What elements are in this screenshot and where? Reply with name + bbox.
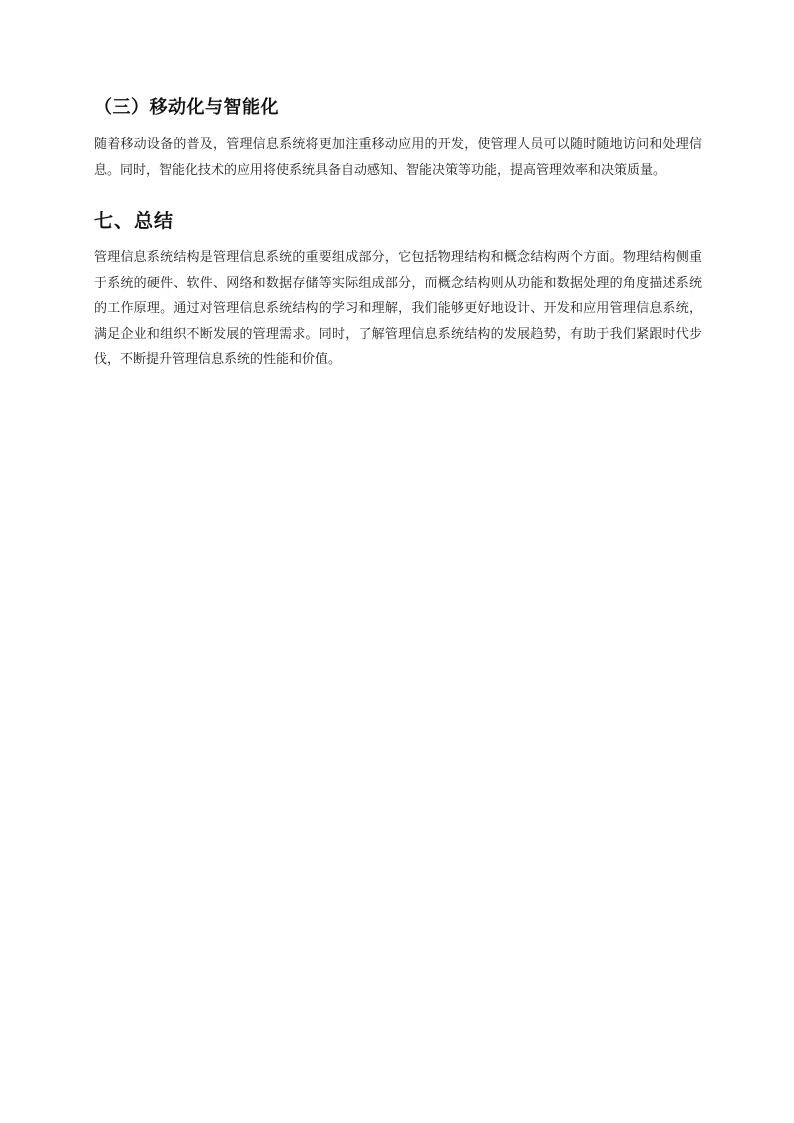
document-content bbox=[94, 90, 702, 373]
subsection-heading: （三）移动化与智能化 bbox=[94, 97, 279, 118]
section-heading: 七、总结 bbox=[94, 210, 175, 232]
subsection-paragraph: 随着移动设备的普及，管理信息系统将更加注重移动应用的开发，使管理人员可以随时随地访问和处理信息。同时，智能化技术的应用将使系统具备自动感知、智能决策等功能，提高管理效率和决策质量。 bbox=[94, 137, 702, 178]
summary-paragraph: 管理信息系统结构是管理信息系统的重要组成部分，它包括物理结构和概念结构两个方面。物理结构侧重于系统的硬件、软件、网络和数据存储等实际组成部分，而概念结构则从功能和数据处理的角度描述系统的工作原理。通过对管理信息系统结构的学习和理解，我们能够更好地设计、开发和应用管理信息系统，满足企业和组织不断发展的管理需求。同时，了解管理信息系统结构的发展趋势，有助于我们紧跟时代步伐，不断提升管理信息系统的性能和价值。 bbox=[94, 250, 702, 367]
